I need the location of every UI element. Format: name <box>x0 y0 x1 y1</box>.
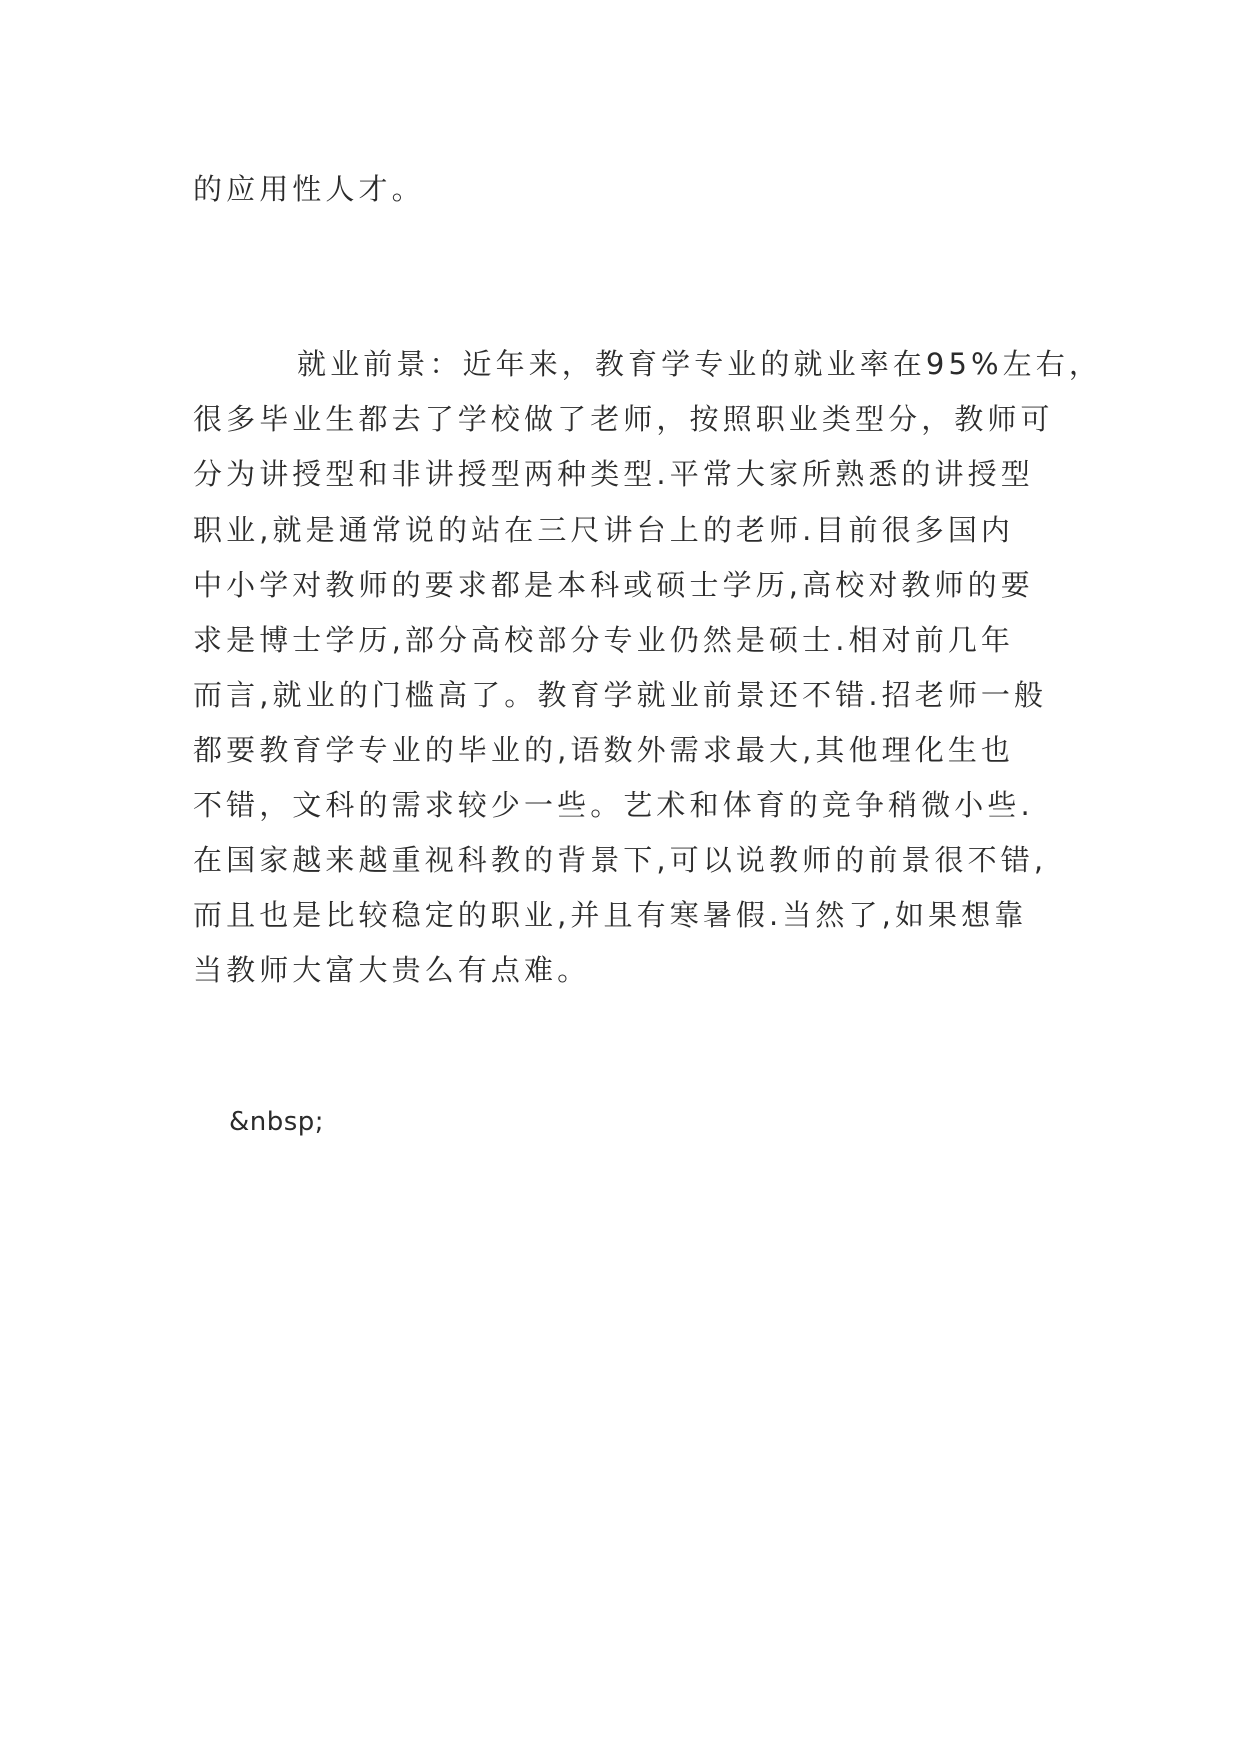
paragraph-tail-line: 的应用性人才。 <box>193 172 425 206</box>
paragraph-line: 就业前景：近年来，教育学专业的就业率在95%左右， <box>297 347 1102 381</box>
paragraph-line: 而且也是比较稳定的职业,并且有寒暑假.当然了,如果想靠 <box>193 898 1028 932</box>
paragraph-line: 而言,就业的门槛高了。教育学就业前景还不错.招老师一般 <box>193 678 1048 712</box>
paragraph-line: 中小学对教师的要求都是本科或硕士学历,高校对教师的要 <box>193 568 1034 602</box>
paragraph-line: 职业,就是通常说的站在三尺讲台上的老师.目前很多国内 <box>193 513 1015 547</box>
paragraph-line: 当教师大富大贵么有点难。 <box>193 953 591 987</box>
paragraph-line: 分为讲授型和非讲授型两种类型.平常大家所熟悉的讲授型 <box>193 457 1034 491</box>
paragraph-line: 不错，文科的需求较少一些。艺术和体育的竞争稍微小些. <box>193 788 1034 822</box>
paragraph-line: 在国家越来越重视科教的背景下,可以说教师的前景很不错, <box>193 843 1048 877</box>
paragraph-line: 求是博士学历,部分高校部分专业仍然是硕士.相对前几年 <box>193 623 1015 657</box>
paragraph-line: 都要教育学专业的毕业的,语数外需求最大,其他理化生也 <box>193 733 1015 767</box>
trailing-entity-text: &nbsp; <box>229 1107 325 1137</box>
paragraph-line: 很多毕业生都去了学校做了老师，按照职业类型分，教师可 <box>193 402 1054 436</box>
